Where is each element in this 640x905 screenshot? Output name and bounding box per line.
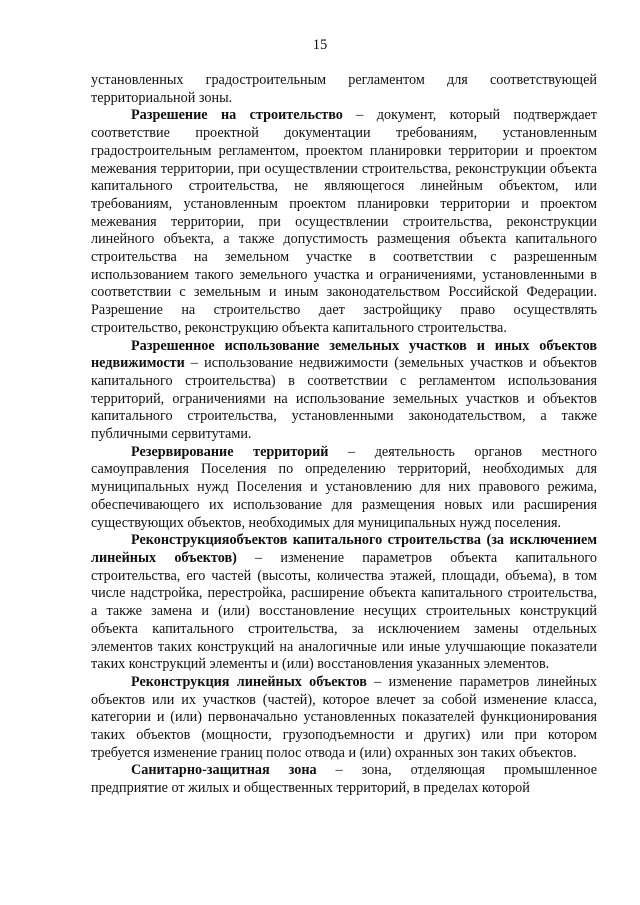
page-body [91,72,597,798]
paragraph-territory-reservation [91,444,597,533]
paragraph-sanitary-zone [91,762,597,797]
term-sanitary-zone: Санитарно-защитная зона [131,762,317,779]
paragraph-text: – документ, который подтверждает соответствие проектной документации требованиям, установленным градостроительным регламентом, проектом планировки территории и проектом межевания территории, при осуществлении строительства, реконструкции объекта капитального строительства, не являющегося линейным объектом, или требованиям, установленным проектом планировки территории и проектом межевания территории, при осуществлении строительства, реконструкции линейного объекта, а также допустимость размещения объекта капитального строительства на земельном участке в соответствии с разрешенным использованием такого земельного участка и ограничениями, установленными в соответствии с земельным и иным законодательством Российской Федерации. Разрешение на строительство дает застройщику право осуществлять строительство, реконструкцию объекта капитального строительства. [91,107,597,336]
term-building-permit: Разрешение на строительство [131,107,343,124]
paragraph-building-permit [91,107,597,337]
paragraph-text: – изменение параметров объекта капитального строительства, его частей (высоты, количества этажей, площади, объема), в том числе надстройка, перестройка, расширение объекта капитального строительства, а также замена и (или) восстановление несущих строительных конструкций объекта капитального строительства, за исключением замены отдельных элементов таких конструкций на аналогичные или иные улучшающие показатели таких конструкций элементы и (или) восстановления указанных элементов. [91,549,597,673]
term-territory-reservation: Резервирование территорий [131,443,329,460]
paragraph-text: – зона, отделяющая промышленное предприятие от жилых и общественных территорий, в пределах которой [91,762,597,797]
page-number: 15 [312,37,328,53]
paragraph-text: – изменение параметров линейных объектов или их участков (частей), которое влечет за собой изменение класса, категории и (или) первоначально установленных показателей функционирования таких объектов (мощности, грузоподъемности и других) или при котором требуется изменение границ полос отвода и (или) охранных зон таких объектов. [91,673,597,761]
paragraph-text: – использование недвижимости (земельных участков и объектов капитального строительства) в соответствии с регламентом использования территорий, ограничениями на использование земельных участков и объектов капитального строительства, установленными законодательством, а также публичными сервитутами. [91,355,597,443]
paragraph-text: установленных градостроительным регламентом для соответствующей территориальной зоны. [91,72,597,106]
paragraph-capital-reconstruction [91,532,597,674]
paragraph-linear-reconstruction [91,674,597,763]
term-capital-reconstruction: Реконструкцияобъектов капитального строительства (за исключением линейных объектов) [91,532,597,566]
paragraph-permitted-use [91,338,597,444]
paragraph-zone-continuation [91,72,597,107]
term-linear-reconstruction: Реконструкция линейных объектов [131,673,367,690]
term-permitted-use: Разрешенное использование земельных участков и иных объектов недвижимости [91,337,597,372]
paragraph-text: – деятельность органов местного самоуправления Поселения по определению территорий, необходимых для муниципальных нужд Поселения и установлению для них правового режима, обеспечивающего их использование для размещения новых или расширения существующих объектов, необходимых для муниципальных нужд поселения. [91,443,598,531]
